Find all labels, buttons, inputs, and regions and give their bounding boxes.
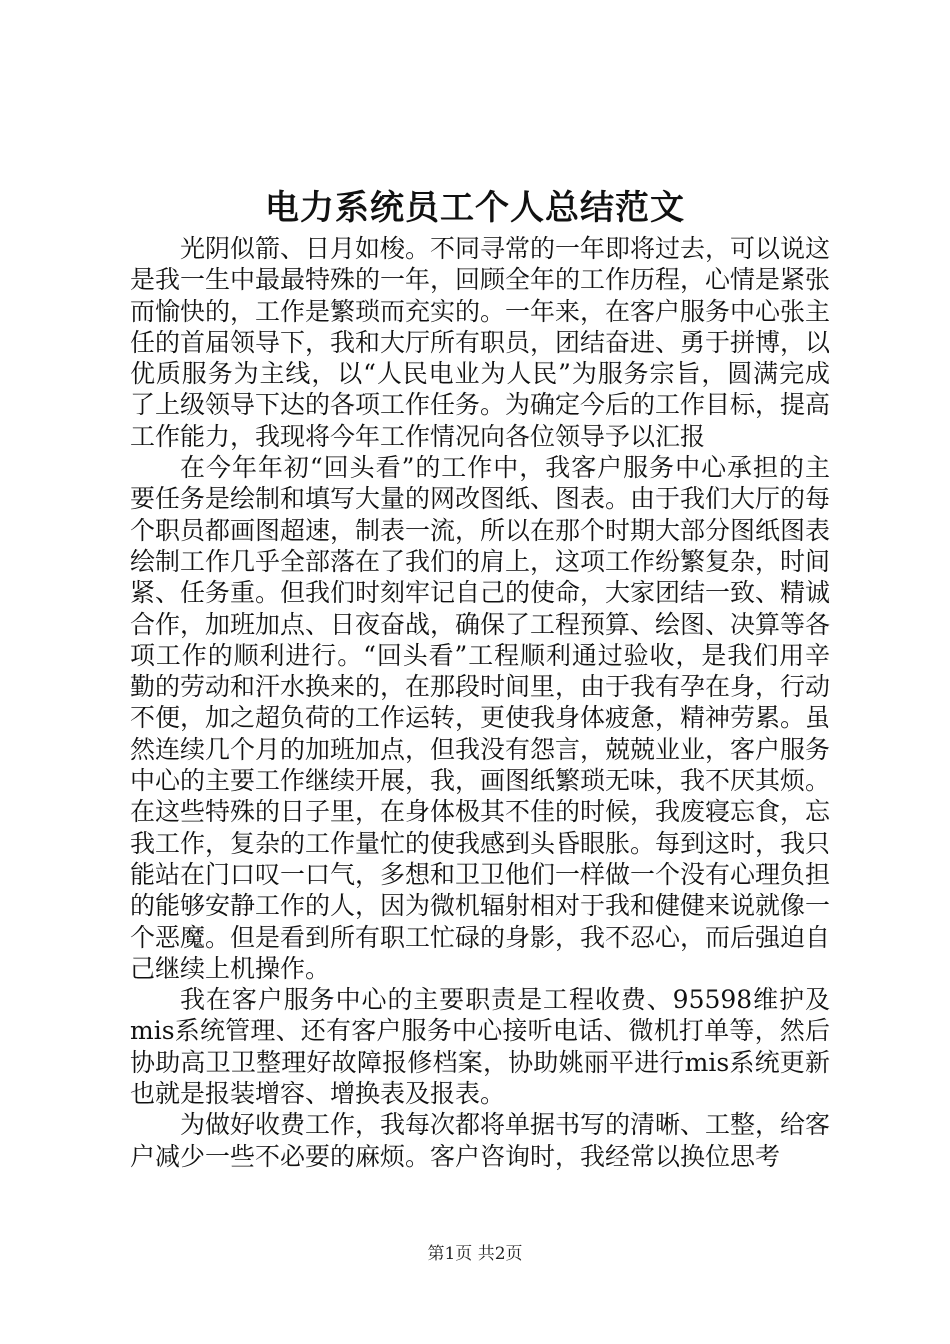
document-title: 电力系统员工个人总结范文 (265, 188, 685, 228)
paragraph-4: 为做好收费工作，我每次都将单据书写的清晰、工整，给客户减少一些不必要的麻烦。客户咨询时，我经常以换位思考 (130, 1110, 831, 1171)
page-number-footer: 第1页 共2页 (427, 1244, 523, 1264)
paragraph-2: 在今年年初“回头看”的工作中，我客户服务中心承担的主要任务是绘制和填写大量的网改图纸、图表。由于我们大厅的每个职员都画图超速，制表一流，所以在那个时期大部分图纸图表绘制工作几乎全部落在了我们的肩上，这项工作纷繁复杂，时间紧、任务重。但我们时刻牢记自己的使命，大家团结一致、精诚合作，加班加点、日夜奋战，确保了工程预算、绘图、决算等各项工作的顺利进行。“回头看”工程顺利通过验收，是我们用辛勤的劳动和汗水换来的，在那段时间里，由于我有孕在身，行动不便，加之超负荷的工作运转，更使我身体疲惫，精神劳累。虽然连续几个月的加班加点，但我没有怨言，兢兢业业，客户服务中心的主要工作继续开展，我，画图纸繁琐无味，我不厌其烦。在这些特殊的日子里，在身体极其不佳的时候，我废寝忘食，忘我工作，复杂的工作量忙的使我感到头昏眼胀。每到这时，我只能站在门口叹一口气，多想和卫卫他们一样做一个没有心理负担的能够安静工作的人，因为微机辐射相对于我和健健来说就像一个恶魔。但是看到所有职工忙碌的身影，我不忍心，而后强迫自己继续上机操作。 (130, 453, 831, 983)
paragraph-1: 光阴似箭、日月如梭。不同寻常的一年即将过去，可以说这是我一生中最最特殊的一年，回顾全年的工作历程，心情是紧张而愉快的，工作是繁琐而充实的。一年来，在客户服务中心张主任的首届领导下，我和大厅所有职员，团结奋进、勇于拼博，以优质服务为主线，以“人民电业为人民”为服务宗旨，圆满完成了上级领导下达的各项工作任务。为确定今后的工作目标，提高工作能力，我现将今年工作情况向各位领导予以汇报 (130, 234, 831, 451)
document-body (130, 233, 830, 1172)
paragraph-3: 我在客户服务中心的主要职责是工程收费、95598维护及mis系统管理、还有客户服务中心接听电话、微机打单等，然后协助高卫卫整理好故障报修档案，协助姚丽平进行mis系统更新也就是报装增容、增换表及报表。 (130, 985, 830, 1109)
